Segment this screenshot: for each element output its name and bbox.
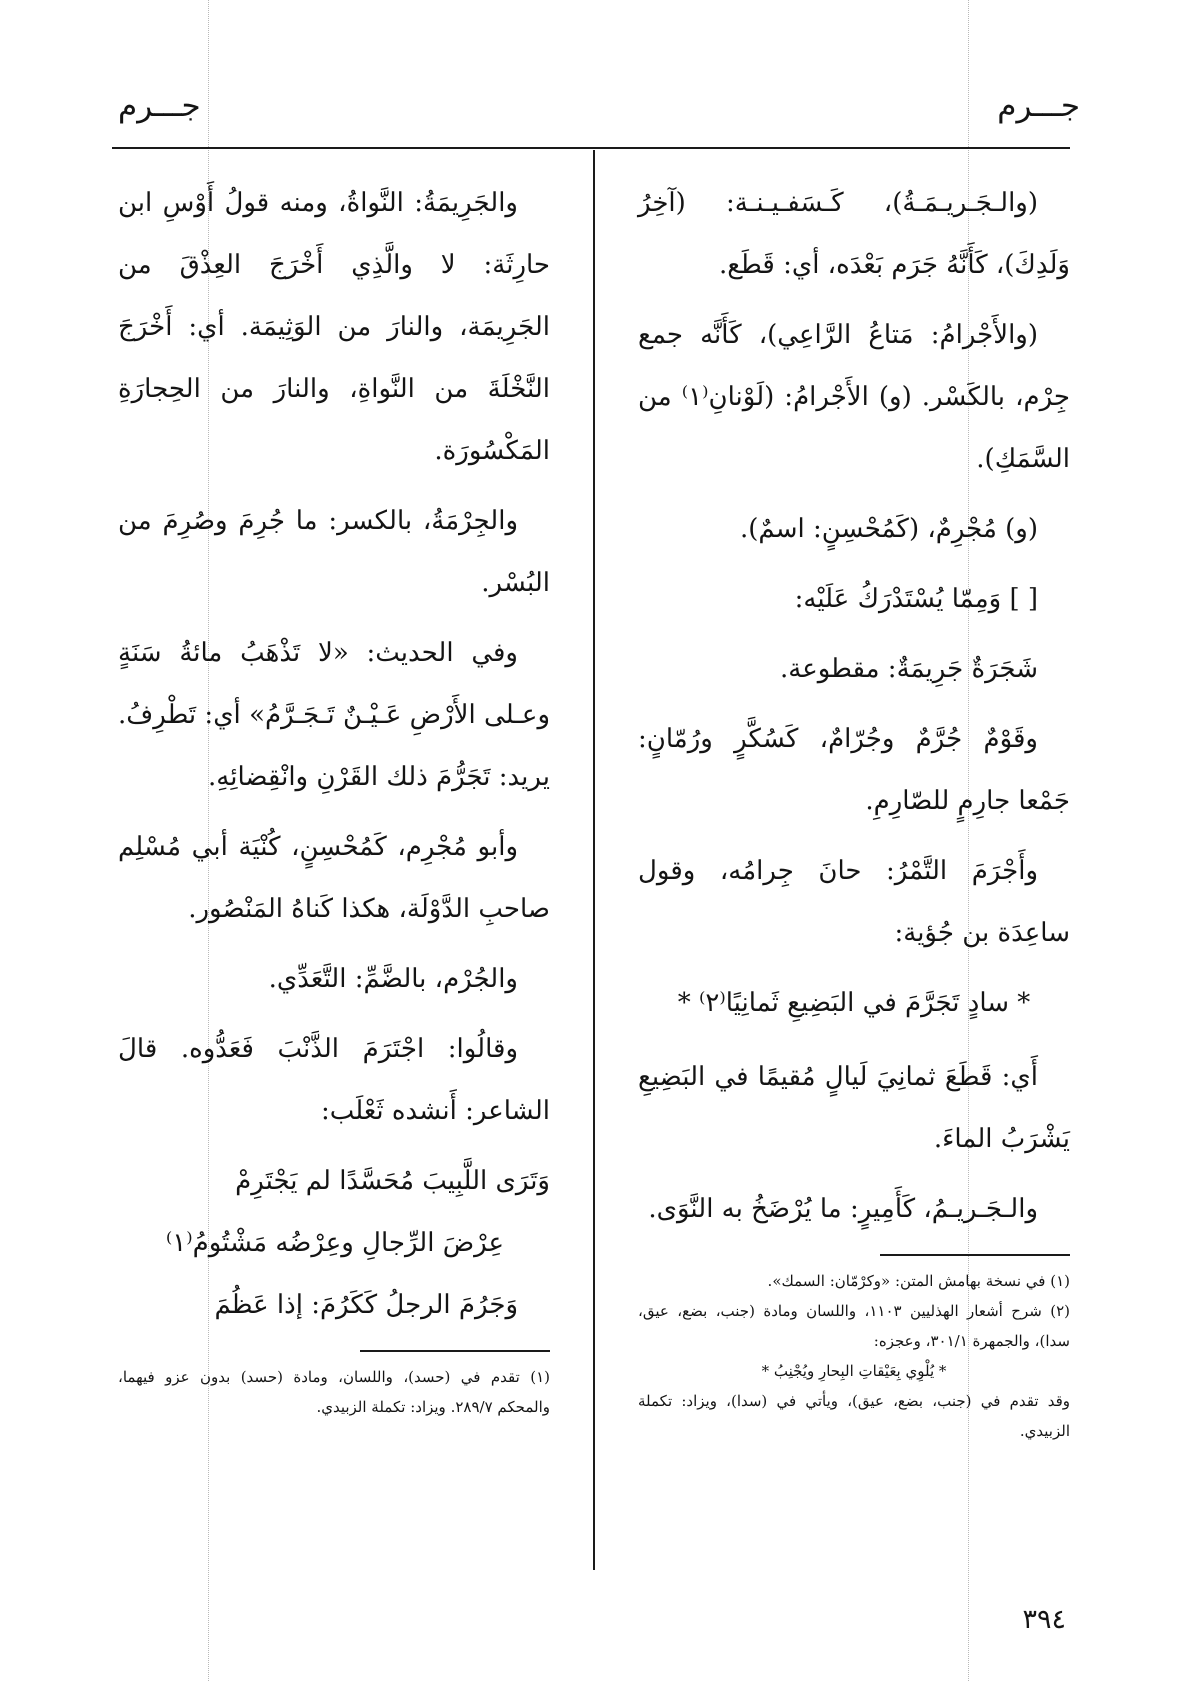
header-rule: [112, 147, 1070, 149]
poetry-verse-line: وَتَرَى اللَّبِيبَ مُحَسَّدًا لم يَجْتَرِمْ: [235, 1166, 550, 1196]
footnote: (١) تقدم في (حسد)، واللسان، ومادة (حسد) بدون عزو فيهما، والمحكم ٢٨٩/٧. ويزاد: تكملة الزبيدي.: [118, 1368, 550, 1416]
column-divider: [593, 150, 595, 1570]
entry-paragraph: وفي الحديث: «لا تَذْهَبُ مائةُ سَنَةٍ وعـلى الأَرْضِ عَـيْـنٌ تَـجَـرَّمُ» أي: تَطْرِفُ. يريد: تَجَرُّمَ ذلك القَرْنِ وانْقِضائِهِ.: [118, 638, 550, 792]
footnote: (٢) شرح أشعار الهذليين ١١٠٣، واللسان ومادة (جنب، بضع، عيق، سدا)، والجمهرة ٣٠١/١، وعجزه:: [638, 1302, 1070, 1350]
entry-paragraph: والجِرْمَةُ، بالكسر: ما جُرِمَ وصُرِمَ من البُسْر.: [118, 506, 550, 598]
footnote-verse: * يُلْوِي بِعَيْقاتِ البِحارِ ويُجْنِبُ *: [761, 1362, 947, 1380]
running-header-left: جـــرم: [118, 88, 201, 124]
footnote-rule: [360, 1350, 550, 1352]
entry-paragraph: وقالُوا: اجْتَرَمَ الذَّنْبَ فَعَدُّوه. قالَ الشاعر: أَنشده ثَعْلَب:: [118, 1034, 550, 1126]
entry-paragraph: أَي: قَطَعَ ثمانِيَ لَيالٍ مُقيمًا في البَضِيعِ يَشْرَبُ الماءَ.: [638, 1062, 1070, 1154]
footnote: (١) في نسخة بهامش المتن: «وكرْمّان: السمك».: [767, 1272, 1070, 1290]
entry-paragraph: والـجَـريـمُ، كَأَمِيرٍ: ما يُرْضَخُ به النَّوَى.: [648, 1194, 1038, 1224]
poetry-verse-line: عِرْضَ الرِّجالِ وعِرْضُه مَشْتُومُ⁽١⁾: [165, 1228, 504, 1258]
footnote: وقد تقدم في (جنب، بضع، عيق)، ويأتي في (سدا)، ويزاد: تكملة الزبيدي.: [638, 1392, 1070, 1440]
poetry-verse: * سادٍ تَجَرَّمَ في البَضِيعِ ثَمانِيًا⁽٢⁾ *: [677, 988, 1031, 1018]
entry-paragraph: وقَوْمٌ جُرَّمٌ وجُرّامٌ، كَسُكَّرٍ ورُمّانٍ: جَمْعا جارِمٍ للصّارِمِ.: [638, 724, 1070, 816]
footnote-rule: [880, 1254, 1070, 1256]
entry-paragraph: شَجَرَةٌ جَرِيمَةٌ: مقطوعة.: [779, 654, 1038, 684]
entry-paragraph: وأبو مُجْرِم، كَمُحْسِنٍ، كُنْيَة أبي مُسْلِم صاحبِ الدَّوْلَة، هكذا كَناهُ المَنْصُور.: [118, 832, 550, 924]
entry-paragraph: (والأَجْرامُ: مَتاعُ الرَّاعِي)، كَأَنَّه جمع جِرْم، بالكَسْر. (و) الأَجْرامُ: (لَوْنانِ⁽١⁾ من السَّمَكِ).: [638, 320, 1070, 474]
entry-paragraph: والجُرْم، بالضَّمِّ: التَّعَدِّي.: [268, 964, 518, 994]
left-column: [118, 172, 550, 1422]
entry-paragraph: وأَجْرَمَ التَّمْرُ: حانَ جِرامُه، وقول ساعِدَة بن جُؤية:: [638, 856, 1070, 948]
entry-paragraph: (و) مُجْرِمٌ، (كَمُحْسِنٍ: اسمٌ).: [740, 514, 1038, 544]
entry-paragraph: (والـجَـريـمَـةُ)، كَـسَفـيـنـة: (آخِرُ وَلَدِكَ)، كَأَنَّهُ جَرَم بَعْدَه، أي: قَطَع.: [638, 188, 1070, 280]
right-column: [638, 172, 1070, 1446]
entry-paragraph: وَجَرُمَ الرجلُ كَكَرُمَ: إذا عَظُمَ: [214, 1290, 518, 1320]
page-number: ٣٩٤: [1022, 1604, 1066, 1635]
running-header-right: جـــرم: [997, 88, 1080, 124]
entry-paragraph: والجَرِيمَةُ: النَّواةُ، ومنه قولُ أَوْسِ ابن حارِثَة: لا والَّذِي أَخْرَجَ العِذْقَ من الجَرِيمَة، والنارَ من الوَثِيمَة. أي: أَخْرَجَ النَّخْلَةَ من النَّواةِ، والنارَ من الحِجارَةِ المَكْسُورَة.: [118, 188, 550, 466]
entry-paragraph: [ ] وَمِمّا يُسْتَدْرَكُ عَلَيْه:: [794, 584, 1038, 614]
